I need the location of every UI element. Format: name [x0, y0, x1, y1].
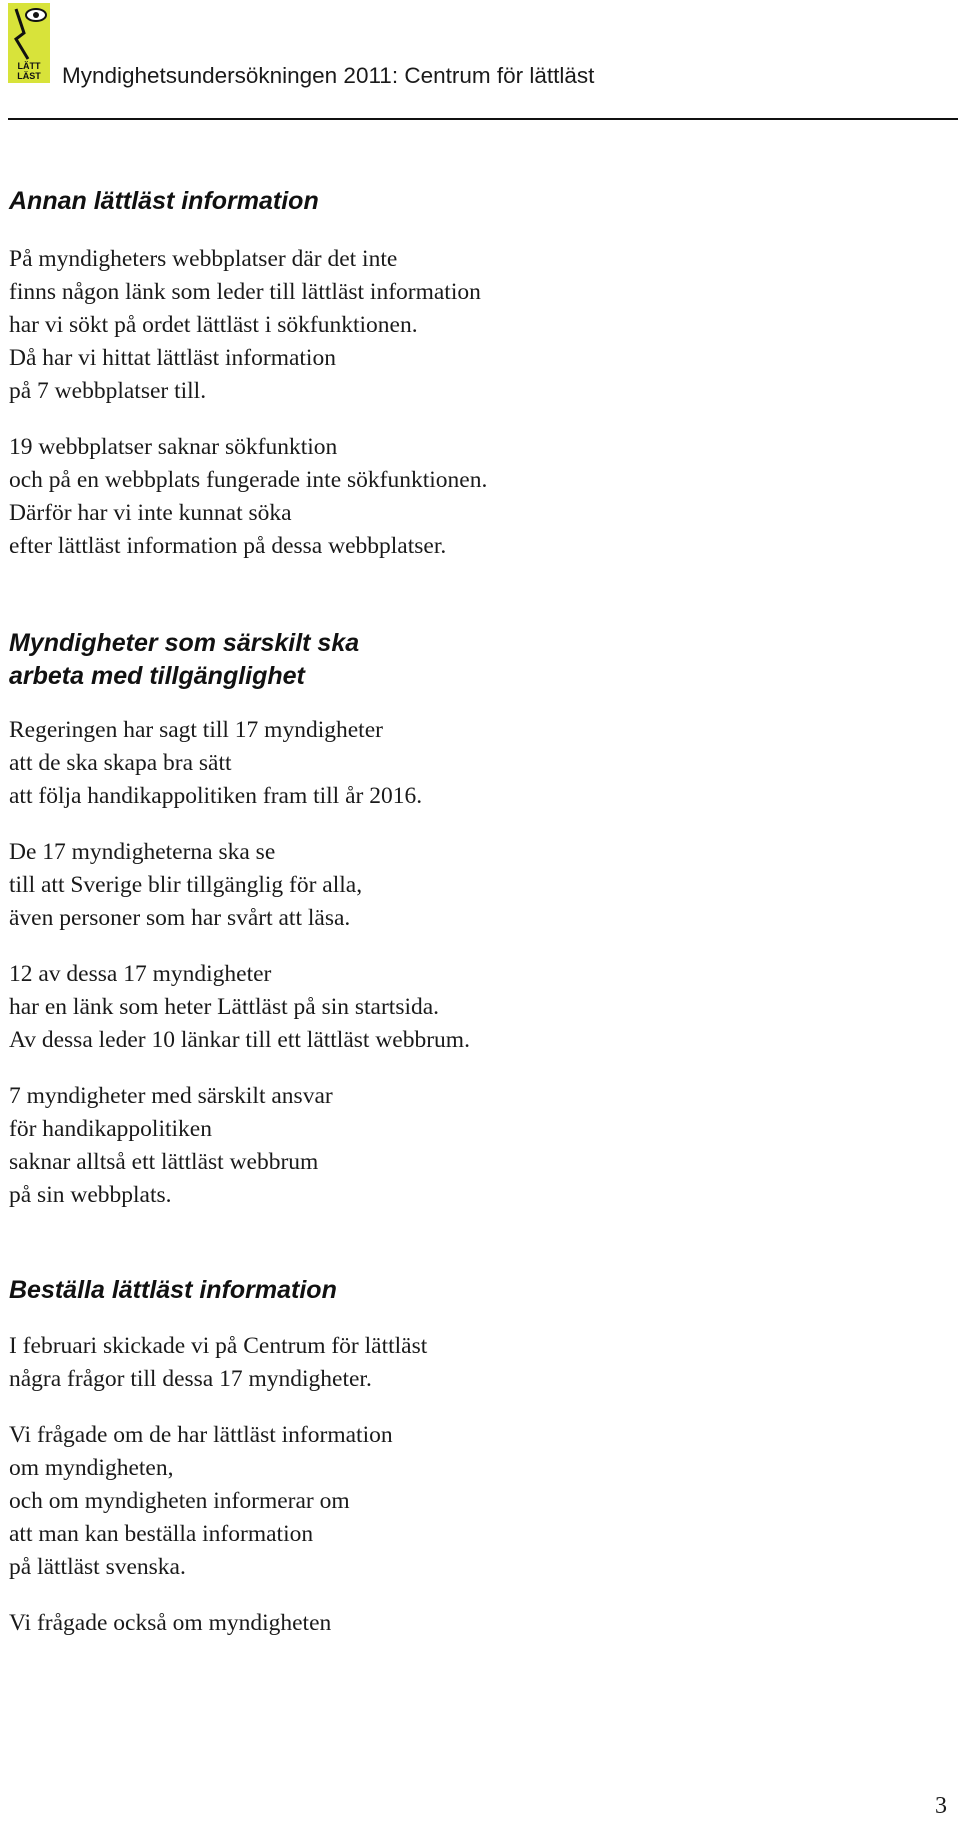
text-line: De 17 myndigheterna ska se: [9, 839, 276, 865]
document-body: [9, 185, 909, 1640]
text-line: att de ska skapa bra sätt: [9, 750, 232, 776]
text-line: på lättläst svenska.: [9, 1554, 186, 1580]
section-heading: [9, 627, 909, 693]
paragraph: [9, 1080, 909, 1212]
text-line: att följa handikappolitiken fram till år 2016.: [9, 783, 423, 809]
text-line: har en länk som heter Lättläst på sin startsida.: [9, 994, 440, 1020]
page-number: 3: [935, 1793, 947, 1819]
page-header: [8, 0, 958, 122]
paragraph: [9, 431, 909, 563]
paragraph: [9, 714, 909, 813]
text-line: Av dessa leder 10 länkar till ett lättläst webbrum.: [9, 1027, 470, 1053]
paragraph: [9, 243, 909, 408]
text-line: 12 av dessa 17 myndigheter: [9, 961, 272, 987]
section-heading: [9, 1274, 909, 1307]
paragraph: [9, 1419, 909, 1584]
text-line: 19 webbplatser saknar sökfunktion: [9, 434, 338, 460]
section-heading-line: Annan lättläst information: [9, 187, 319, 215]
text-line: några frågor till dessa 17 myndigheter.: [9, 1366, 372, 1392]
text-line: att man kan beställa information: [9, 1521, 314, 1547]
paragraph: [9, 1330, 909, 1396]
text-line: Då har vi hittat lättläst information: [9, 345, 336, 371]
text-line: och om myndigheten informerar om: [9, 1488, 350, 1514]
text-line: finns någon länk som leder till lättläst information: [9, 279, 481, 305]
paragraph: [9, 958, 909, 1057]
text-line: även personer som har svårt att läsa.: [9, 905, 351, 931]
text-line: På myndigheters webbplatser där det inte: [9, 246, 398, 272]
text-line: I februari skickade vi på Centrum för lättläst: [9, 1333, 428, 1359]
svg-text:LÄTT: LÄTT: [17, 61, 41, 71]
text-line: Vi frågade också om myndigheten: [9, 1610, 332, 1636]
text-line: för handikappolitiken: [9, 1116, 212, 1142]
header-title: Myndighetsundersökningen 2011: Centrum för lättläst: [62, 63, 595, 88]
latt-last-logo-icon: [8, 3, 50, 83]
text-line: 7 myndigheter med särskilt ansvar: [9, 1083, 333, 1109]
svg-text:LÄST: LÄST: [17, 71, 41, 81]
section-heading: [9, 185, 909, 218]
latt-last-logo: [8, 3, 50, 83]
header-divider: [8, 118, 958, 120]
text-line: och på en webbplats fungerade inte sökfunktionen.: [9, 467, 488, 493]
section-heading-line: arbeta med tillgänglighet: [9, 662, 305, 690]
section-heading-line: Myndigheter som särskilt ska: [9, 629, 360, 657]
text-line: till att Sverige blir tillgänglig för alla,: [9, 872, 363, 898]
text-line: Därför har vi inte kunnat söka: [9, 500, 292, 526]
text-line: om myndigheten,: [9, 1455, 174, 1481]
text-line: Regeringen har sagt till 17 myndigheter: [9, 717, 383, 743]
section-heading-line: Beställa lättläst information: [9, 1276, 337, 1304]
text-line: saknar alltså ett lättläst webbrum: [9, 1149, 319, 1175]
text-line: har vi sökt på ordet lättläst i sökfunktionen.: [9, 312, 418, 338]
text-line: på sin webbplats.: [9, 1182, 172, 1208]
paragraph: [9, 1607, 909, 1640]
text-line: på 7 webbplatser till.: [9, 378, 207, 404]
text-line: Vi frågade om de har lättläst information: [9, 1422, 393, 1448]
paragraph: [9, 836, 909, 935]
text-line: efter lättläst information på dessa webbplatser.: [9, 533, 447, 559]
